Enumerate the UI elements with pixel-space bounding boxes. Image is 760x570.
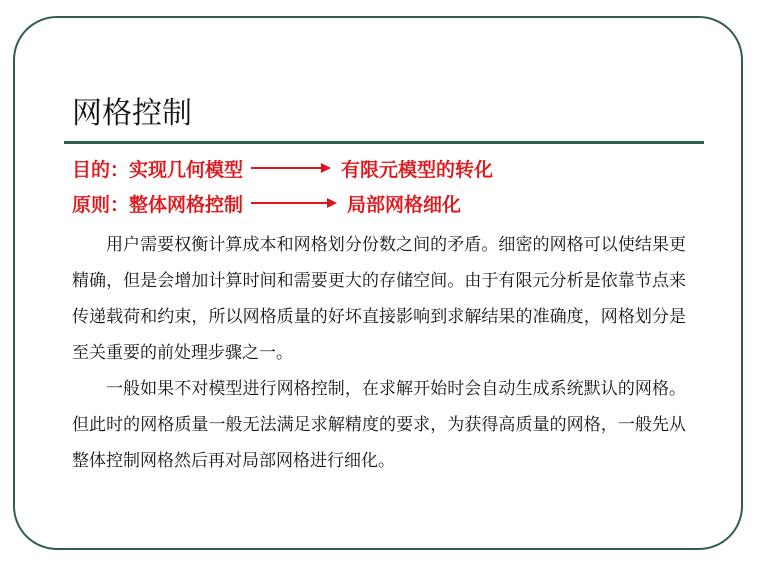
purpose-result: 有限元模型的转化: [341, 158, 494, 181]
paragraph-default-mesh: 一般如果不对模型进行网格控制，在求解开始时会自动生成系统默认的网格。但此时的网格质量一般无法满足求解精度的要求，为获得高质量的网格，一般先从整体控制网格然后再对局部网格进行细化。: [72, 379, 686, 471]
purpose-label: 目的：实现几何模型: [72, 158, 244, 181]
right-arrow-icon: [251, 197, 337, 209]
paragraph-tradeoff: 用户需要权衡计算成本和网格划分份数之间的矛盾。细密的网格可以使结果更精确，但是会增加计算时间和需要更大的存储空间。由于有限元分析是依靠节点来传递载荷和约束，所以网格质量的好坏直接影响到求解结果的准确度，网格划分是至关重要的前处理步骤之一。: [72, 235, 686, 363]
purpose-line: [72, 154, 493, 182]
principle-result: 局部网格细化: [347, 193, 462, 216]
right-arrow-icon: [251, 162, 331, 174]
principle-label: 原则：整体网格控制: [72, 193, 244, 216]
body-text: [72, 227, 686, 479]
title-divider: [64, 141, 704, 144]
slide-title: 网格控制: [72, 96, 192, 131]
principle-line: [72, 189, 461, 217]
